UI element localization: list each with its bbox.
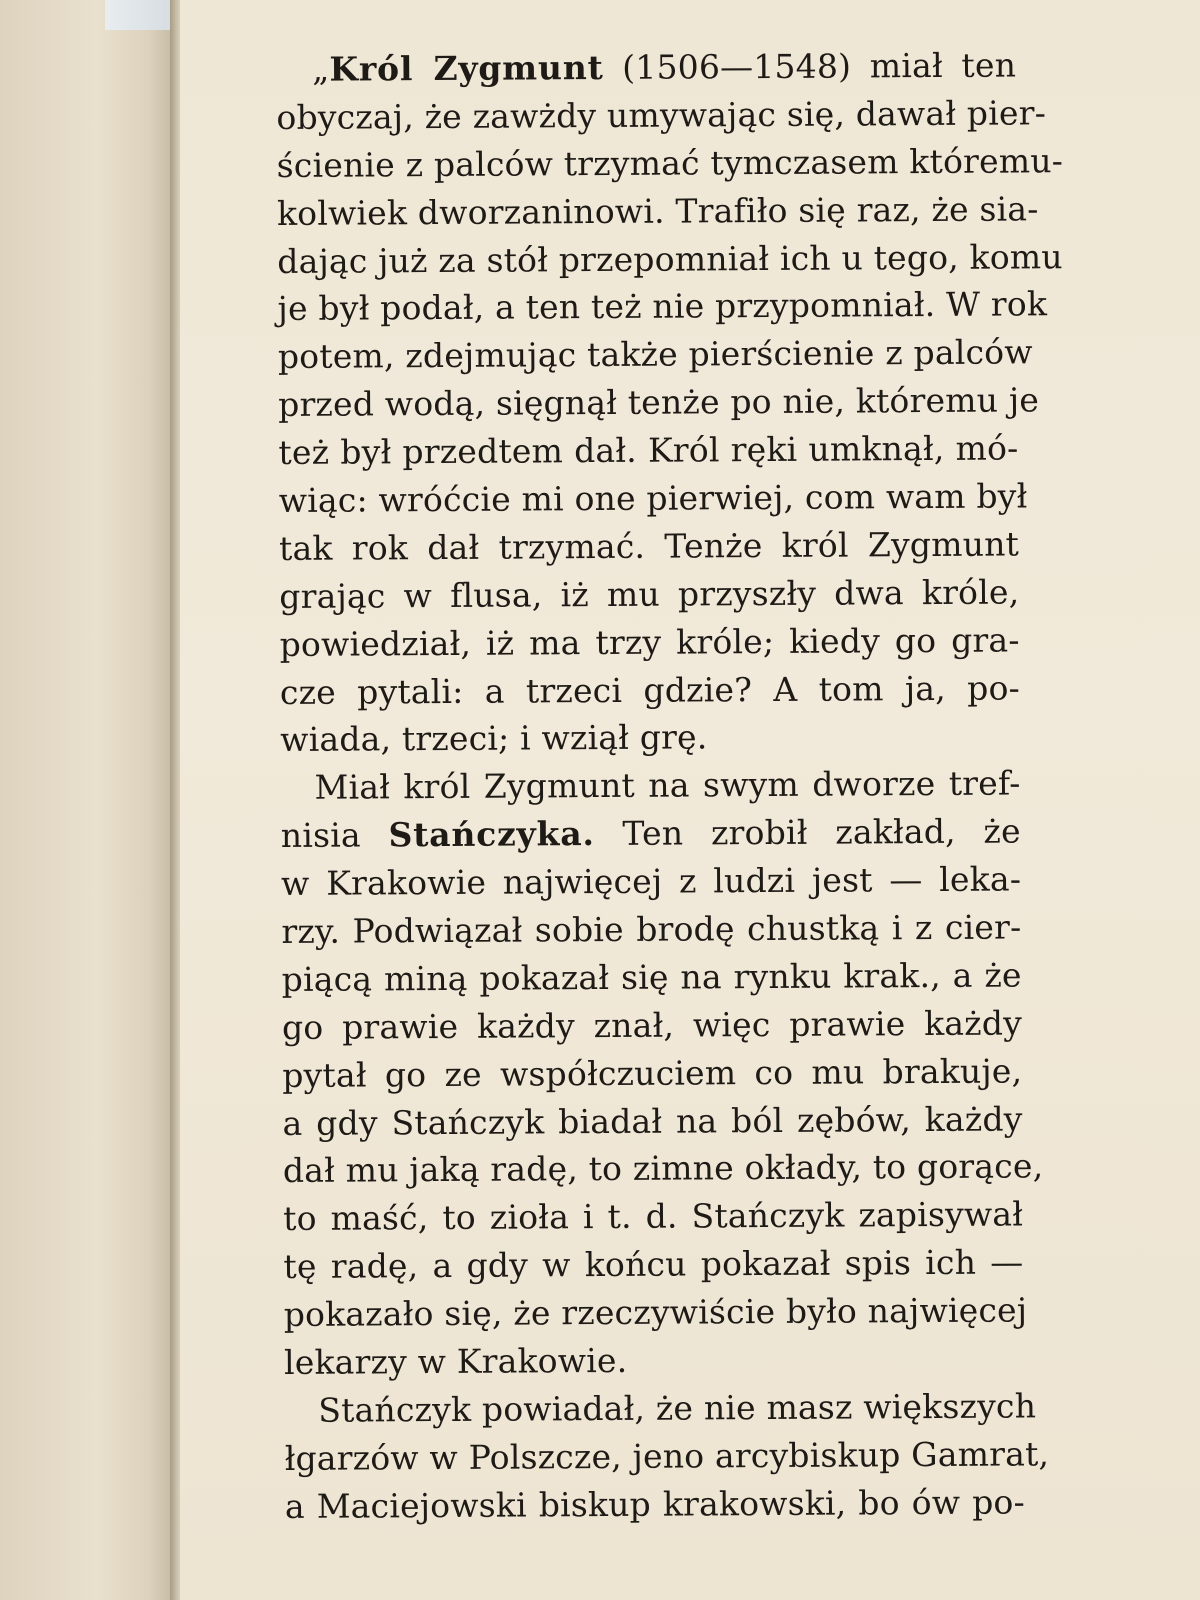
page-text — [276, 41, 1064, 1530]
paragraph-2 — [280, 760, 1044, 1387]
text-line: a Maciejowski biskup krakowski, bo ów po- — [284, 1482, 1026, 1526]
text-line: rzy. Podwiązał sobie brodę chustką i z cier- — [281, 907, 1022, 952]
text-line: przed wodą, sięgnął tenże po nie, któremu je — [278, 380, 1040, 425]
text-line: go prawie każdy znał, więc prawie każdy — [281, 1003, 1023, 1047]
text-line: dał mu jaką radę, to zimne okłady, to gorące, — [282, 1146, 1044, 1191]
text-line: wiąc: wróćcie mi one pierwiej, com wam był — [278, 476, 1028, 521]
text-line: ścienie z palców trzymać tymczasem któremu- — [276, 140, 1064, 185]
text-line: tę radę, a gdy w końcu pokazał spis ich — — [283, 1242, 1024, 1287]
text-line: potem, zdejmując także pierścienie z palców — [277, 332, 1033, 377]
text-line: w Krakowie najwięcej z ludzi jest — leka- — [280, 859, 1022, 904]
text-line: Stańczyk powiadał, że nie masz większych — [318, 1386, 1037, 1430]
text-line: piącą miną pokazał się na rynku krak., a że — [281, 955, 1022, 999]
text-line: pytał go ze współczuciem co mu brakuje, — [282, 1051, 1023, 1095]
text-line: powiedział, iż ma trzy króle; kiedy go gra- — [279, 620, 1020, 664]
text-line — [281, 808, 1021, 860]
text-line: a gdy Stańczyk biadał na ból zębów, każdy — [282, 1099, 1023, 1143]
text-line: łgarzów w Polszcze, jeno arcybiskup Gamrat, — [284, 1434, 1050, 1478]
left-page — [0, 0, 175, 1600]
bold-name: Król Zygmunt — [329, 47, 604, 89]
text-line: cze pytali: a trzeci gdzie? A tom ja, po- — [279, 668, 1021, 712]
text-line: je był podał, a ten też nie przypomniał. W rok — [277, 284, 1048, 329]
text-line: Miał król Zygmunt na swym dworze tref- — [314, 763, 1021, 808]
text-line — [276, 41, 1016, 93]
line-start: nisia — [280, 815, 389, 856]
text-line: wiada, trzeci; i wziął grę. — [280, 717, 708, 760]
text-line: lekarzy w Krakowie. — [283, 1340, 628, 1383]
paragraph-1 — [276, 41, 1064, 764]
line-rest: Ten zrobił zakład, że — [594, 811, 1021, 854]
paragraph-3 — [284, 1382, 1050, 1530]
text-line: to maść, to zioła i t. d. Stańczyk zapisywał — [283, 1194, 1024, 1239]
line-rest: (1506—1548) miał ten — [603, 45, 1017, 87]
text-line: tak rok dał trzymać. Tenże król Zygmunt — [278, 524, 1020, 568]
text-line: też był przedtem dał. Król ręki umknął, mó- — [278, 428, 1019, 473]
text-line: obyczaj, że zawżdy umywając się, dawał pier- — [276, 93, 1047, 137]
text-line: grając w flusa, iż mu przyszły dwa króle, — [279, 572, 1020, 616]
bold-name: Stańczyka. — [388, 814, 595, 855]
open-quote: „ — [312, 49, 330, 89]
text-line: kolwiek dworzaninowi. Trafiło się raz, że sia- — [276, 189, 1039, 233]
text-line: dając już za stół przepomniał ich u tego, komu — [277, 236, 1063, 281]
text-line: pokazało się, że rzeczywiście było najwięcej — [283, 1290, 1028, 1335]
